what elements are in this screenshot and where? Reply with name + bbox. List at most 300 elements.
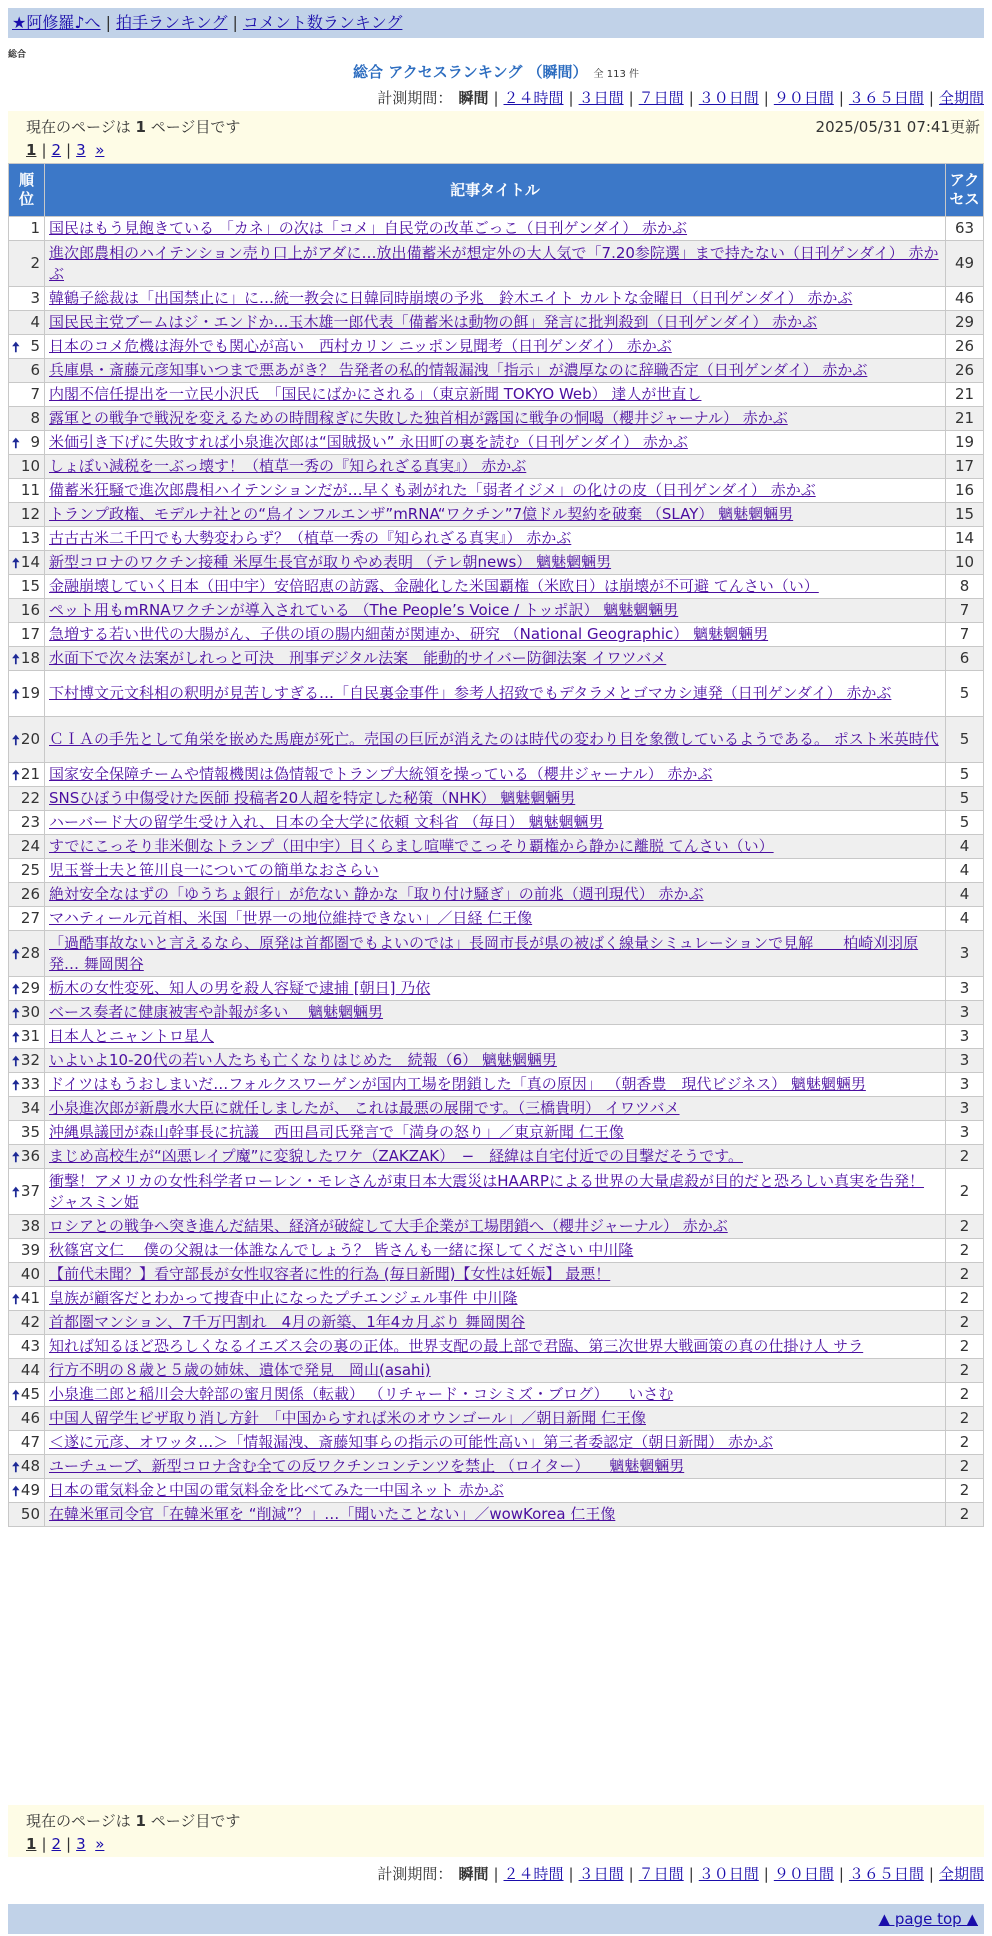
title-cell [45, 503, 946, 527]
rank-number: 37 [20, 1182, 40, 1200]
title-cell [45, 1239, 946, 1263]
table-row [9, 407, 984, 431]
rank-number: 1 [30, 219, 40, 237]
title-cell [45, 407, 946, 431]
page-separator: | [66, 141, 72, 159]
access-count: 8 [946, 575, 984, 599]
column-header-access [946, 164, 984, 217]
period-link-4[interactable]: ９０日間 [773, 1865, 834, 1883]
rank-number: 24 [20, 837, 40, 855]
period-separator: | [928, 89, 934, 107]
rank-number: 42 [20, 1313, 40, 1331]
rank-up-arrow-icon: 🠅 [12, 686, 20, 703]
page-next-link[interactable]: » [95, 1835, 105, 1853]
page-link-2[interactable]: 2 [51, 1835, 62, 1853]
current-page-text [26, 1810, 240, 1831]
access-count: 2 [946, 1503, 984, 1527]
access-count: 63 [946, 217, 984, 241]
table-row [9, 1073, 984, 1097]
article-link[interactable]: 絶対安全なはずの「ゆうちょ銀行」が危ない 静かな「取り付け騒ぎ」の前兆（週刊現代） 赤かぶ [49, 885, 704, 903]
period-current: 瞬間 [458, 1865, 489, 1883]
rank-number: 45 [20, 1385, 40, 1403]
table-row [9, 241, 984, 287]
table-row [9, 383, 984, 407]
rank-cell [9, 527, 45, 551]
title-cell [45, 1169, 946, 1215]
rank-cell [9, 1073, 45, 1097]
rank-cell [9, 671, 45, 717]
table-row [9, 359, 984, 383]
current-page-text [26, 116, 240, 137]
title-cell [45, 787, 946, 811]
article-link[interactable]: 行方不明の８歳と５歳の姉妹、遺体で発見 岡山(asahi) [49, 1361, 431, 1379]
rank-cell [9, 287, 45, 311]
title-cell [45, 551, 946, 575]
access-count: 29 [946, 311, 984, 335]
period-separator: | [628, 1865, 634, 1883]
title-cell [45, 671, 946, 717]
access-count: 26 [946, 335, 984, 359]
page-link-2[interactable]: 2 [51, 141, 62, 159]
article-link[interactable]: 米価引き下げに失敗すれば小泉進次郎は“国賊扱い” 永田町の裏を読む（日刊ゲンダイ） 赤かぶ [49, 433, 688, 451]
article-link[interactable]: ロシアとの戦争へ突き進んだ結果、経済が破綻して大手企業が工場閉鎖へ（櫻井ジャーナル） 赤かぶ [49, 1217, 728, 1235]
rank-number: 16 [20, 601, 40, 619]
article-link[interactable]: 露軍との戦争で戦況を変えるための時間稼ぎに失敗した独首相が露国に戦争の恫喝（櫻井ジャーナル） 赤かぶ [49, 409, 788, 427]
article-link[interactable]: ＜遂に元彦、オワッタ…＞「情報漏洩、斎藤知事らの指示の可能性高い」第三者委認定（朝日新聞） 赤かぶ [49, 1433, 774, 1451]
access-count: 49 [946, 241, 984, 287]
page-current: 1 [26, 141, 37, 159]
table-row [9, 717, 984, 763]
title-cell [45, 1097, 946, 1121]
access-count: 5 [946, 811, 984, 835]
access-count: 21 [946, 407, 984, 431]
access-count: 2 [946, 1145, 984, 1169]
title-cell [45, 1121, 946, 1145]
current-page-pre: 現在のページは [26, 118, 131, 136]
table-row [9, 1503, 984, 1527]
rank-cell [9, 479, 45, 503]
article-link[interactable]: ＣＩＡの手先として角栄を嵌めた馬鹿が死亡。売国の巨匠が消えたのは時代の変わり目を象徴しているようである。 ポスト米英時代 [49, 730, 939, 748]
period-separator: | [628, 89, 634, 107]
period-label: 計測期間： [377, 1865, 453, 1883]
rank-cell [9, 1239, 45, 1263]
article-link[interactable]: 日本の電気料金と中国の電気料金を比べてみた一中国ネット 赤かぶ [49, 1481, 504, 1499]
rank-number: 3 [30, 289, 40, 307]
rank-up-arrow-icon: 🠅 [12, 1483, 20, 1500]
access-count: 5 [946, 671, 984, 717]
article-link[interactable]: まじめ高校生が“凶悪レイプ魔”に変貌したワケ（ZAKZAK） − 経緯は自宅付近での目撃だそうです。 [49, 1147, 743, 1165]
table-row [9, 1455, 984, 1479]
period-separator: | [493, 89, 499, 107]
rank-cell [9, 977, 45, 1001]
period-link-4[interactable]: ９０日間 [773, 89, 834, 107]
period-separator: | [688, 89, 694, 107]
rank-cell [9, 1407, 45, 1431]
article-link[interactable]: ベース奏者に健康被害や訃報が多い 魑魅魍魎男 [49, 1003, 384, 1021]
table-row [9, 479, 984, 503]
column-header-title: 記事タイトル [45, 164, 946, 217]
table-row [9, 1359, 984, 1383]
rank-cell [9, 311, 45, 335]
table-row [9, 1121, 984, 1145]
title-cell [45, 1479, 946, 1503]
rank-number: 27 [20, 909, 40, 927]
rank-number: 28 [20, 944, 40, 962]
table-row [9, 671, 984, 717]
access-count: 7 [946, 623, 984, 647]
rank-cell [9, 407, 45, 431]
comment-ranking-link[interactable]: コメント数ランキング [242, 13, 403, 32]
category-label: 総合 [8, 50, 27, 60]
access-count: 4 [946, 835, 984, 859]
rank-cell [9, 1145, 45, 1169]
rank-up-arrow-icon: 🠅 [12, 1149, 20, 1166]
article-link[interactable]: ドイツはもうおしまいだ…フォルクスワーゲンが国内工場を閉鎖した「真の原因」 （朝香豊 現代ビジネス） 魑魅魍魎男 [49, 1075, 866, 1093]
article-link[interactable]: SNSひぼう中傷受けた医師 投稿者20人超を特定した秘策（NHK） 魑魅魍魎男 [49, 789, 576, 807]
article-link[interactable]: 国家安全保障チームや情報機関は偽情報でトランプ大統領を操っている（櫻井ジャーナル） 赤かぶ [49, 765, 713, 783]
rank-number: 17 [20, 625, 40, 643]
rank-number: 7 [30, 385, 40, 403]
rank-number: 50 [20, 1505, 40, 1523]
rank-up-arrow-icon: 🠅 [12, 435, 20, 452]
table-row [9, 1431, 984, 1455]
table-row [9, 1287, 984, 1311]
access-count: 15 [946, 503, 984, 527]
article-link[interactable]: 首都圏マンション、7千万円割れ 4月の新築、1年4カ月ぶり 舞岡関谷 [49, 1313, 526, 1331]
article-link[interactable]: 栃木の女性変死、知人の男を殺人容疑で逮捕 [朝日] 乃依 [49, 979, 431, 997]
article-link[interactable]: 急増する若い世代の大腸がん、子供の頃の腸内細菌が関連か、研究 （National Geographic） 魑魅魍魎男 [49, 625, 769, 643]
current-page-post: ページ目です [150, 118, 241, 136]
article-link[interactable]: 中国人留学生ビザ取り消し方針 「中国からすれば米のオウンゴール」／朝日新聞 仁王像 [49, 1409, 646, 1427]
rank-up-arrow-icon: 🠅 [12, 767, 20, 784]
rank-cell [9, 763, 45, 787]
rank-number: 34 [20, 1099, 40, 1117]
rank-number: 21 [20, 765, 40, 783]
period-separator: | [568, 1865, 574, 1883]
rank-number: 40 [20, 1265, 40, 1283]
rank-cell [9, 599, 45, 623]
article-link[interactable]: 「過酷事故ないと言えるなら、原発は首都圏でもよいのでは」長岡市長が県の被ばく線量シミュレーションで見解 柏崎刈羽原発… 舞岡関谷 [49, 933, 919, 973]
rank-number: 10 [20, 457, 40, 475]
period-separator: | [568, 89, 574, 107]
rank-cell [9, 455, 45, 479]
access-count: 3 [946, 1121, 984, 1145]
rank-up-arrow-icon: 🠅 [12, 1053, 20, 1070]
title-cell [45, 811, 946, 835]
access-count: 3 [946, 977, 984, 1001]
current-page-post: ページ目です [150, 1812, 241, 1830]
rank-number: 12 [20, 505, 40, 523]
rank-cell [9, 883, 45, 907]
rank-up-arrow-icon: 🠅 [12, 946, 20, 963]
rank-number: 14 [20, 553, 40, 571]
rank-cell [9, 835, 45, 859]
title-cell [45, 527, 946, 551]
rank-cell [9, 575, 45, 599]
rank-up-arrow-icon: 🠅 [12, 1291, 20, 1308]
article-link[interactable]: ハーバード大の留学生受け入れ、日本の全大学に依頼 文科省 （毎日） 魑魅魍魎男 [49, 813, 604, 831]
access-count: 2 [946, 1239, 984, 1263]
title-cell [45, 835, 946, 859]
title-cell [45, 431, 946, 455]
rank-number: 13 [20, 529, 40, 547]
title-cell [45, 1407, 946, 1431]
period-separator: | [763, 89, 769, 107]
period-link-0[interactable]: ２４時間 [503, 1865, 564, 1883]
rank-number: 31 [20, 1027, 40, 1045]
title-cell [45, 479, 946, 503]
title-cell [45, 931, 946, 977]
article-link[interactable]: 進次郎農相のハイテンション売り口上がアダに…放出備蓄米が想定外の大人気で「7.20参院選」まで持たない（日刊ゲンダイ） 赤かぶ [49, 243, 939, 283]
access-count: 2 [946, 1383, 984, 1407]
rank-cell [9, 1503, 45, 1527]
title-cell [45, 575, 946, 599]
access-count: 3 [946, 1097, 984, 1121]
rank-number: 35 [20, 1123, 40, 1141]
rank-number: 9 [30, 433, 40, 451]
article-link[interactable]: 新型コロナのワクチン接種 米厚生長官が取りやめ表明 （テレ朝news） 魑魅魍魎男 [49, 553, 612, 571]
article-link[interactable]: 下村博文元文科相の釈明が見苦しすぎる…「自民裏金事件」参考人招致でもデタラメとゴマカシ連発（日刊ゲンダイ） 赤かぶ [49, 684, 892, 702]
title-cell [45, 311, 946, 335]
article-link[interactable]: 沖縄県議団が森山幹事長に抗議 西田昌司氏発言で「満身の怒り」／東京新聞 仁王像 [49, 1123, 624, 1141]
page-info-box [8, 111, 984, 163]
access-count: 2 [946, 1455, 984, 1479]
rank-number: 43 [20, 1337, 40, 1355]
table-row [9, 551, 984, 575]
rank-cell [9, 503, 45, 527]
table-row [9, 1263, 984, 1287]
page-title [0, 61, 992, 82]
article-link[interactable]: マハティール元首相、米国「世界一の地位維持できない」／日経 仁王像 [49, 909, 533, 927]
access-count: 2 [946, 1287, 984, 1311]
access-count: 17 [946, 455, 984, 479]
table-row [9, 977, 984, 1001]
period-link-2[interactable]: ７日間 [638, 89, 684, 107]
title-cell [45, 383, 946, 407]
article-link[interactable]: 【前代未聞？】看守部長が女性収容者に性的行為 (毎日新聞)【女性は妊娠】 最悪！ [49, 1265, 611, 1283]
period-link-5[interactable]: ３６５日間 [848, 1865, 924, 1883]
access-count: 2 [946, 1335, 984, 1359]
rank-number: 47 [20, 1433, 40, 1451]
table-row [9, 883, 984, 907]
access-count: 3 [946, 931, 984, 977]
rank-up-arrow-icon: 🠅 [12, 1387, 20, 1404]
table-row [9, 1097, 984, 1121]
rank-number: 38 [20, 1217, 40, 1235]
page-separator: | [66, 1835, 72, 1853]
rank-cell [9, 335, 45, 359]
table-row [9, 217, 984, 241]
rank-up-arrow-icon: 🠅 [12, 1459, 20, 1476]
access-count: 4 [946, 907, 984, 931]
period-link-6[interactable]: 全期間 [938, 89, 984, 107]
article-link[interactable]: 日本人とニャントロ星人 [49, 1027, 215, 1045]
table-row [9, 811, 984, 835]
rank-number: 18 [20, 649, 40, 667]
access-count: 19 [946, 431, 984, 455]
article-link[interactable]: 水面下で次々法案がしれっと可決 刑事デジタル法案 能動的サイバー防御法案 イワツバメ [49, 649, 667, 667]
rank-cell [9, 1359, 45, 1383]
period-link-0[interactable]: ２４時間 [503, 89, 564, 107]
article-link[interactable]: 小泉進二郎と稲川会大幹部の蜜月関係（転載） （リチャード・コシミズ・ブログ） いさむ [49, 1385, 674, 1403]
title-cell [45, 1311, 946, 1335]
rank-cell [9, 1025, 45, 1049]
article-link[interactable]: 国民民主党ブームはジ・エンドか…玉木雄一郎代表「備蓄米は動物の餌」発言に批判殺到（日刊ゲンダイ） 赤かぶ [49, 313, 818, 331]
rank-number: 6 [30, 361, 40, 379]
access-count: 7 [946, 599, 984, 623]
table-row [9, 1479, 984, 1503]
title-cell [45, 335, 946, 359]
table-row [9, 1383, 984, 1407]
access-count: 21 [946, 383, 984, 407]
period-label: 計測期間： [377, 89, 453, 107]
access-count: 2 [946, 1407, 984, 1431]
rank-number: 8 [30, 409, 40, 427]
table-row [9, 623, 984, 647]
title-cell [45, 241, 946, 287]
article-link[interactable]: 知れば知るほど恐ろしくなるイエズス会の裏の正体。世界支配の最上部で君臨、第三次世界大戦画策の真の仕掛け人 サラ [49, 1337, 864, 1355]
article-link[interactable]: 国民はもう見飽きている 「カネ」の次は「コメ」自民党の改革ごっこ（日刊ゲンダイ） 赤かぶ [49, 219, 688, 237]
article-link[interactable]: 内閣不信任提出を一立民小沢氏 「国民にばかにされる」（東京新聞 TOKYO Web） 達人が世直し [49, 385, 702, 403]
article-link[interactable]: 兵庫県・斎藤元彦知事いつまで悪あがき？ 告発者の私的情報漏洩「指示」が濃厚なのに辞職否定（日刊ゲンダイ） 赤かぶ [49, 361, 868, 379]
article-link[interactable]: トランプ政権、モデルナ社との“鳥インフルエンザ”mRNA“ワクチン”7億ドル契約を破棄 （SLAY） 魑魅魍魎男 [49, 505, 794, 523]
title-cell [45, 1287, 946, 1311]
access-count: 46 [946, 287, 984, 311]
table-row [9, 575, 984, 599]
applause-ranking-link[interactable]: 拍手ランキング [115, 13, 228, 32]
current-page-number: 1 [135, 1812, 146, 1830]
home-link[interactable]: ★阿修羅♪へ [12, 13, 101, 32]
rank-cell [9, 383, 45, 407]
page-link-3[interactable]: 3 [76, 1835, 86, 1853]
page-title-text: 総合 アクセスランキング （瞬間） [353, 63, 588, 81]
rank-number: 48 [20, 1457, 40, 1475]
period-link-1[interactable]: ３日間 [578, 89, 624, 107]
rank-number: 29 [20, 979, 40, 997]
title-cell [45, 717, 946, 763]
article-link[interactable]: 韓鶴子総裁は「出国禁止に」に…統一教会に日韓同時崩壊の予兆 鈴木エイト カルトな金曜日（日刊ゲンダイ） 赤かぶ [49, 289, 853, 307]
page-separator: | [41, 1835, 47, 1853]
article-link[interactable]: すでにこっそり非米側なトランプ（田中宇）目くらまし喧嘩でこっそり覇権から静かに離脱 てんさい（い） [49, 837, 774, 855]
rank-cell [9, 1287, 45, 1311]
article-link[interactable]: 衝撃！アメリカの女性科学者ローレン・モレさんが東日本大震災はHAARPによる世界の大量虐殺が目的だと恐ろしい真実を告発！ ジャスミン姫 [49, 1171, 924, 1211]
title-cell [45, 359, 946, 383]
rank-up-arrow-icon: 🠅 [12, 732, 20, 749]
article-link[interactable]: 児玉誉士夫と笹川良一についての簡単なおさらい [49, 861, 379, 879]
rank-cell [9, 1431, 45, 1455]
rank-number: 22 [20, 789, 40, 807]
table-row [9, 287, 984, 311]
title-cell [45, 647, 946, 671]
rank-number: 39 [20, 1241, 40, 1259]
rank-up-arrow-icon: 🠅 [12, 1005, 20, 1022]
title-cell [45, 1145, 946, 1169]
rank-up-arrow-icon: 🠅 [12, 1029, 20, 1046]
table-row [9, 1145, 984, 1169]
table-row [9, 1049, 984, 1073]
period-link-6[interactable]: 全期間 [938, 1865, 984, 1883]
access-count: 3 [946, 1049, 984, 1073]
rank-number: 15 [20, 577, 40, 595]
period-separator: | [763, 1865, 769, 1883]
article-link[interactable]: 金融崩壊していく日本（田中宇）安倍昭恵の訪露、金融化した米国覇権（米欧日）は崩壊が不可避 てんさい（い） [49, 577, 819, 595]
period-link-3[interactable]: ３０日間 [698, 89, 759, 107]
title-cell [45, 1455, 946, 1479]
access-count: 5 [946, 717, 984, 763]
table-row [9, 527, 984, 551]
article-link[interactable]: 秋篠宮文仁 僕の父親は一体誰なんでしょう？ 皆さんも一緒に探してください 中川隆 [49, 1241, 634, 1259]
rank-cell [9, 1479, 45, 1503]
page-next-link[interactable]: » [95, 141, 105, 159]
table-row [9, 647, 984, 671]
rank-cell [9, 811, 45, 835]
period-link-3[interactable]: ３０日間 [698, 1865, 759, 1883]
rank-up-arrow-icon: 🠅 [12, 339, 20, 356]
title-cell [45, 1025, 946, 1049]
current-page-pre: 現在のページは [26, 1812, 131, 1830]
article-link[interactable]: しょぼい減税を一ぶっ壊す！（植草一秀の『知られざる真実』） 赤かぶ [49, 457, 527, 475]
table-row [9, 787, 984, 811]
pagination [26, 141, 104, 159]
rank-number: 26 [20, 885, 40, 903]
article-link[interactable]: 在韓米軍司令官「在韓米軍を “削減”？」…「聞いたことない」／wowKorea 仁王像 [49, 1505, 616, 1523]
page-link-3[interactable]: 3 [76, 141, 86, 159]
title-cell [45, 1073, 946, 1097]
period-separator: | [928, 1865, 934, 1883]
period-separator: | [688, 1865, 694, 1883]
article-link[interactable]: いよいよ10-20代の若い人たちも亡くなりはじめた 続報（6） 魑魅魍魎男 [49, 1051, 557, 1069]
rank-cell [9, 1263, 45, 1287]
rank-cell [9, 1215, 45, 1239]
nav-separator: | [232, 13, 238, 32]
column-header-rank [9, 164, 45, 217]
period-link-5[interactable]: ３６５日間 [848, 89, 924, 107]
rank-number: 19 [20, 684, 40, 702]
rank-number: 25 [20, 861, 40, 879]
rank-cell [9, 1455, 45, 1479]
bottom-bar [8, 1904, 984, 1934]
table-row [9, 835, 984, 859]
rank-cell [9, 1001, 45, 1025]
title-cell [45, 763, 946, 787]
article-link[interactable]: ユーチューブ、新型コロナ含む全ての反ワクチンコンテンツを禁止 （ロイター） 魑魅魍魎男 [49, 1457, 685, 1475]
rank-cell [9, 217, 45, 241]
table-row [9, 763, 984, 787]
access-count: 2 [946, 1359, 984, 1383]
updated-time: 2025/05/31 07:41更新 [815, 118, 980, 136]
article-link[interactable]: 皇族が顧客だとわかって捜査中止になったプチエンジェル事件 中川隆 [49, 1289, 518, 1307]
page-info-box-bottom [8, 1805, 984, 1857]
period-link-2[interactable]: ７日間 [638, 1865, 684, 1883]
access-count: 2 [946, 1263, 984, 1287]
access-count: 5 [946, 787, 984, 811]
nav-separator: | [105, 13, 111, 32]
article-link[interactable]: 日本のコメ危機は海外でも関心が高い 西村カリン ニッポン見聞考（日刊ゲンダイ） 赤かぶ [49, 337, 672, 355]
rank-cell [9, 1169, 45, 1215]
article-link[interactable]: 小泉進次郎が新農水大臣に就任しましたが、 これは最悪の展開です。（三橋貴明） イワツバメ [49, 1099, 680, 1117]
rank-cell [9, 1049, 45, 1073]
rank-number: 5 [30, 337, 40, 355]
rank-cell [9, 1335, 45, 1359]
page-top-link[interactable]: ▲ page top ▲ [878, 1910, 978, 1928]
table-row [9, 859, 984, 883]
article-link[interactable]: 古古古米二千円でも大勢変わらず？（植草一秀の『知られざる真実』） 赤かぶ [49, 529, 572, 547]
article-link[interactable]: 備蓄米狂騒で進次郎農相ハイテンションだが…早くも剥がれた「弱者イジメ」の化けの皮（日刊ゲンダイ） 赤かぶ [49, 481, 816, 499]
top-nav-bar [8, 8, 984, 38]
title-cell [45, 1049, 946, 1073]
article-link[interactable]: ペット用もmRNAワクチンが導入されている （The People’s Voice / トッポ訳） 魑魅魍魎男 [49, 601, 679, 619]
period-link-1[interactable]: ３日間 [578, 1865, 624, 1883]
